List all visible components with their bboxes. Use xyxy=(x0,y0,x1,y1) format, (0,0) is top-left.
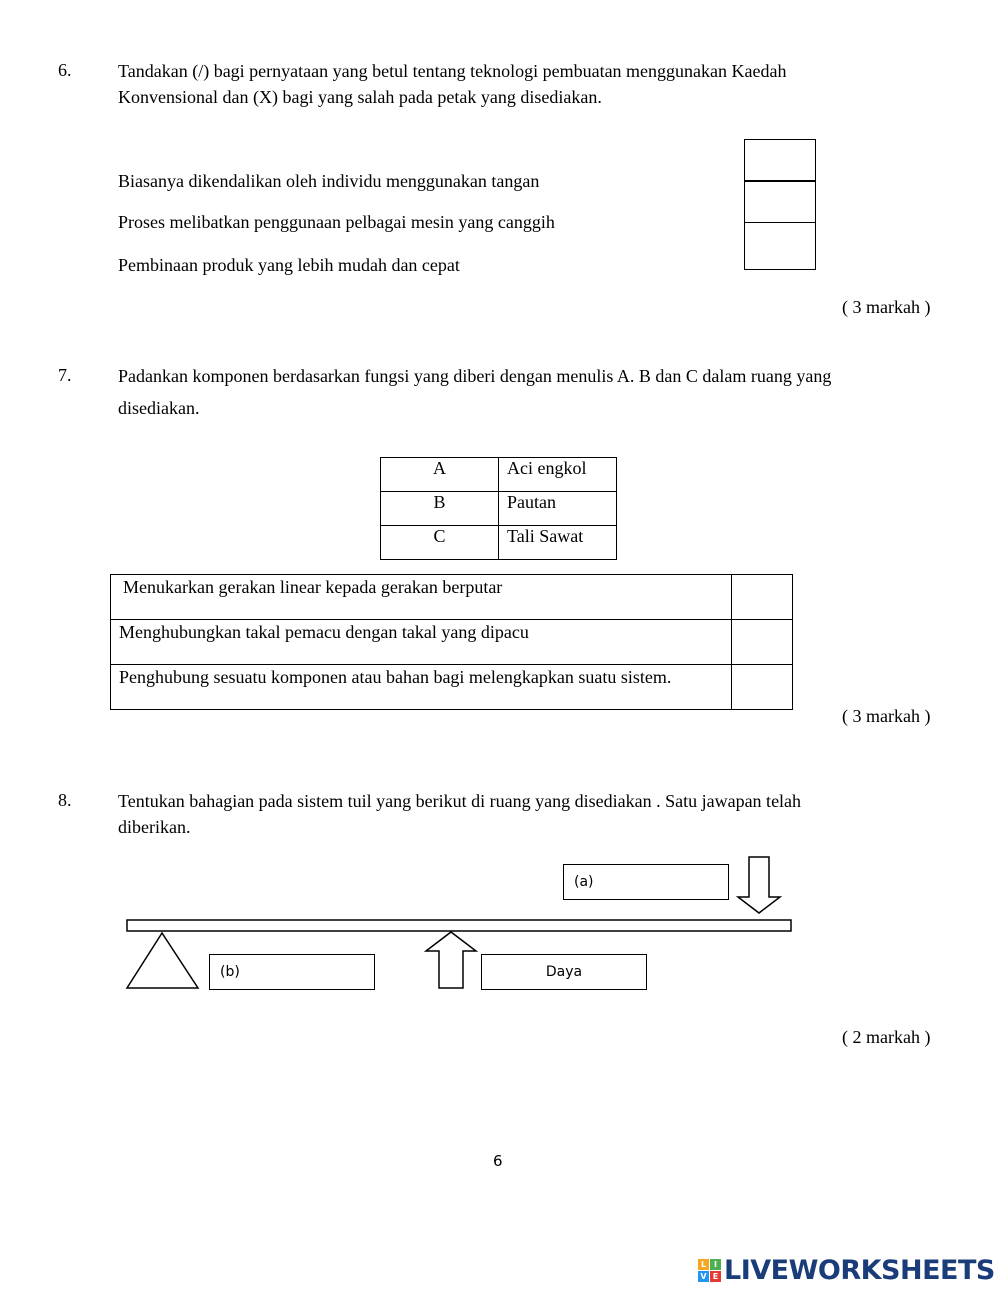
liveworksheets-logo[interactable] xyxy=(698,1254,995,1286)
answer-a-input[interactable] xyxy=(563,864,729,900)
component-letter: A xyxy=(381,458,499,492)
function-row xyxy=(111,575,793,620)
q6-statement-2: Proses melibatkan penggunaan pelbagai mesin yang canggih xyxy=(118,212,555,232)
function-text: Penghubung sesuatu komponen atau bahan bagi melengkapkan suatu sistem. xyxy=(111,665,732,710)
function-row xyxy=(111,620,793,665)
q6-statement-1: Biasanya dikendalikan oleh individu menggunakan tangan xyxy=(118,171,540,191)
component-name: Pautan xyxy=(499,492,617,526)
q7-marks: ( 3 markah ) xyxy=(842,706,931,726)
q7-number: 7. xyxy=(58,365,72,385)
component-row xyxy=(381,458,617,492)
fulcrum-triangle-icon xyxy=(127,933,198,988)
label-daya: Daya xyxy=(545,964,583,980)
q6-prompt-line2: Konvensional dan (X) bagi yang salah pada petak yang disediakan. xyxy=(118,87,602,107)
logo-letter: L xyxy=(698,1259,709,1270)
q6-answer-box-1[interactable] xyxy=(744,139,816,182)
brand-text: LIVEWORKSHEETS xyxy=(724,1254,995,1286)
function-match-table xyxy=(110,574,793,710)
q6-answer-box-3[interactable] xyxy=(744,222,816,270)
function-answer-cell[interactable] xyxy=(732,620,793,665)
function-text: Menukarkan gerakan linear kepada gerakan berputar xyxy=(111,575,732,620)
component-name: Aci engkol xyxy=(499,458,617,492)
q8-number: 8. xyxy=(58,790,72,810)
logo-grid-icon xyxy=(698,1259,721,1282)
component-row xyxy=(381,526,617,560)
label-a: (a) xyxy=(574,874,594,890)
component-table xyxy=(380,457,617,560)
function-row xyxy=(111,665,793,710)
q8-marks: ( 2 markah ) xyxy=(842,1027,931,1047)
component-letter: B xyxy=(381,492,499,526)
component-name: Tali Sawat xyxy=(499,526,617,560)
q6-answer-box-2[interactable] xyxy=(744,180,816,223)
function-text: Menghubungkan takal pemacu dengan takal yang dipacu xyxy=(111,620,732,665)
q7-prompt-line1: Padankan komponen berdasarkan fungsi yang diberi dengan menulis A. B dan C dalam ruang yang xyxy=(118,366,832,386)
lever-bar xyxy=(127,920,791,931)
q6-number: 6. xyxy=(58,60,72,80)
answer-b-input[interactable] xyxy=(209,954,375,990)
q7-prompt-line2: disediakan. xyxy=(118,398,200,418)
q6-marks: ( 3 markah ) xyxy=(842,297,931,317)
logo-letter: E xyxy=(710,1271,721,1282)
page-number: 6 xyxy=(493,1152,503,1170)
logo-letter: V xyxy=(698,1271,709,1282)
q8-prompt-line1: Tentukan bahagian pada sistem tuil yang berikut di ruang yang disediakan . Satu jawapan telah xyxy=(118,791,802,811)
component-letter: C xyxy=(381,526,499,560)
q8-prompt-line2: diberikan. xyxy=(118,817,191,837)
up-arrow-icon xyxy=(426,932,476,988)
q6-prompt-line1: Tandakan (/) bagi pernyataan yang betul tentang teknologi pembuatan menggunakan Kaedah xyxy=(118,61,787,81)
label-b: (b) xyxy=(220,964,240,980)
down-arrow-icon xyxy=(738,857,780,913)
daya-box xyxy=(481,954,647,990)
component-row xyxy=(381,492,617,526)
logo-letter: I xyxy=(710,1259,721,1270)
function-answer-cell[interactable] xyxy=(732,665,793,710)
function-answer-cell[interactable] xyxy=(732,575,793,620)
q6-statement-3: Pembinaan produk yang lebih mudah dan cepat xyxy=(118,255,460,275)
